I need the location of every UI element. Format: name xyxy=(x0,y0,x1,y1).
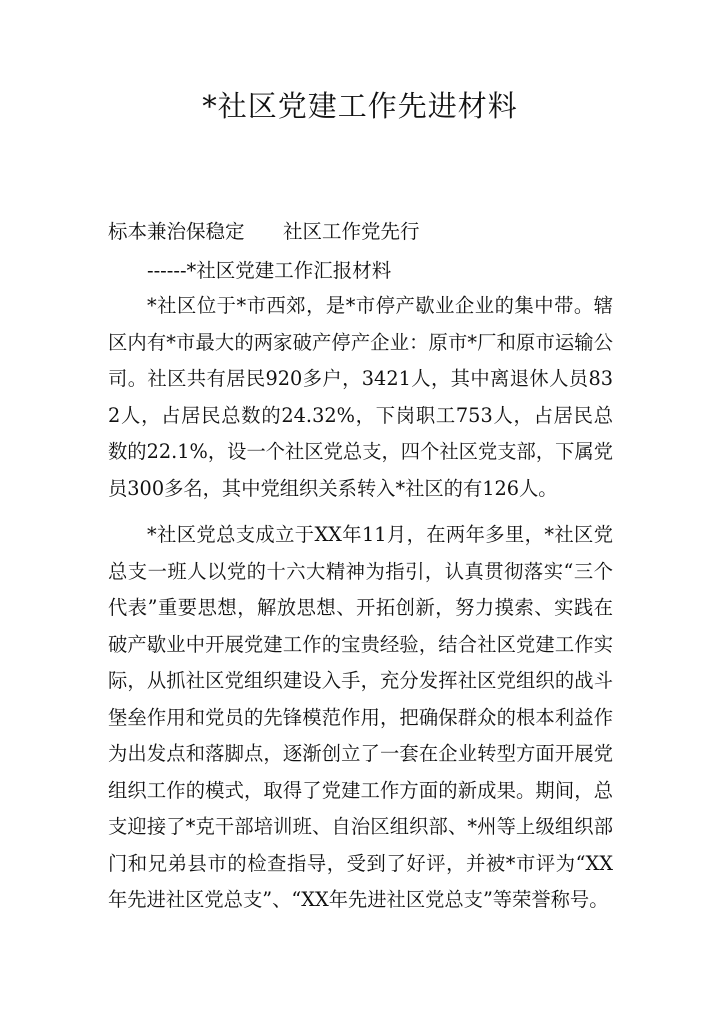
report-label: ------*社区党建工作汇报材料 xyxy=(147,259,392,282)
subtitle-left: 标本兼治保稳定 xyxy=(108,220,245,243)
body-paragraph-1: *社区位于*市西郊，是*市停产歇业企业的集中带。辖区内有*市最大的两家破产停产企业：原市*厂和原市运输公司。社区共有居民920多户，3421人，其中离退休人员832人，占居民总数的24.32%，下岗职工753人，占居民总数的22.1%，设一个社区党总支，四个社区党支部，下属党员300多名，其中党组织关系转入*社区的有126人。 xyxy=(108,294,613,500)
document-title: *社区党建工作先进材料 xyxy=(202,89,518,123)
subtitle-right: 社区工作党先行 xyxy=(283,220,420,243)
body-paragraph-2: *社区党总支成立于XX年11月，在两年多里，*社区党总支一班人以党的十六大精神为指引，认真贯彻落实“三个代表”重要思想，解放思想、开拓创新，努力摸索、实践在破产歇业中开展党建工作的宝贵经验，结合社区党建工作实际，从抓社区党组织建设入手，充分发挥社区党组织的战斗堡垒作用和党员的先锋模范作用，把确保群众的根本利益作为出发点和落脚点，逐渐创立了一套在企业转型方面开展党组织工作的模式，取得了党建工作方面的新成果。期间，总支迎接了*克干部培训班、自治区组织部、*州等上级组织部门和兄弟县市的检查指导，受到了好评，并被*市评为“XX年先进社区党总支”、“XX年先进社区党总支”等荣誉称号。 xyxy=(108,523,613,911)
